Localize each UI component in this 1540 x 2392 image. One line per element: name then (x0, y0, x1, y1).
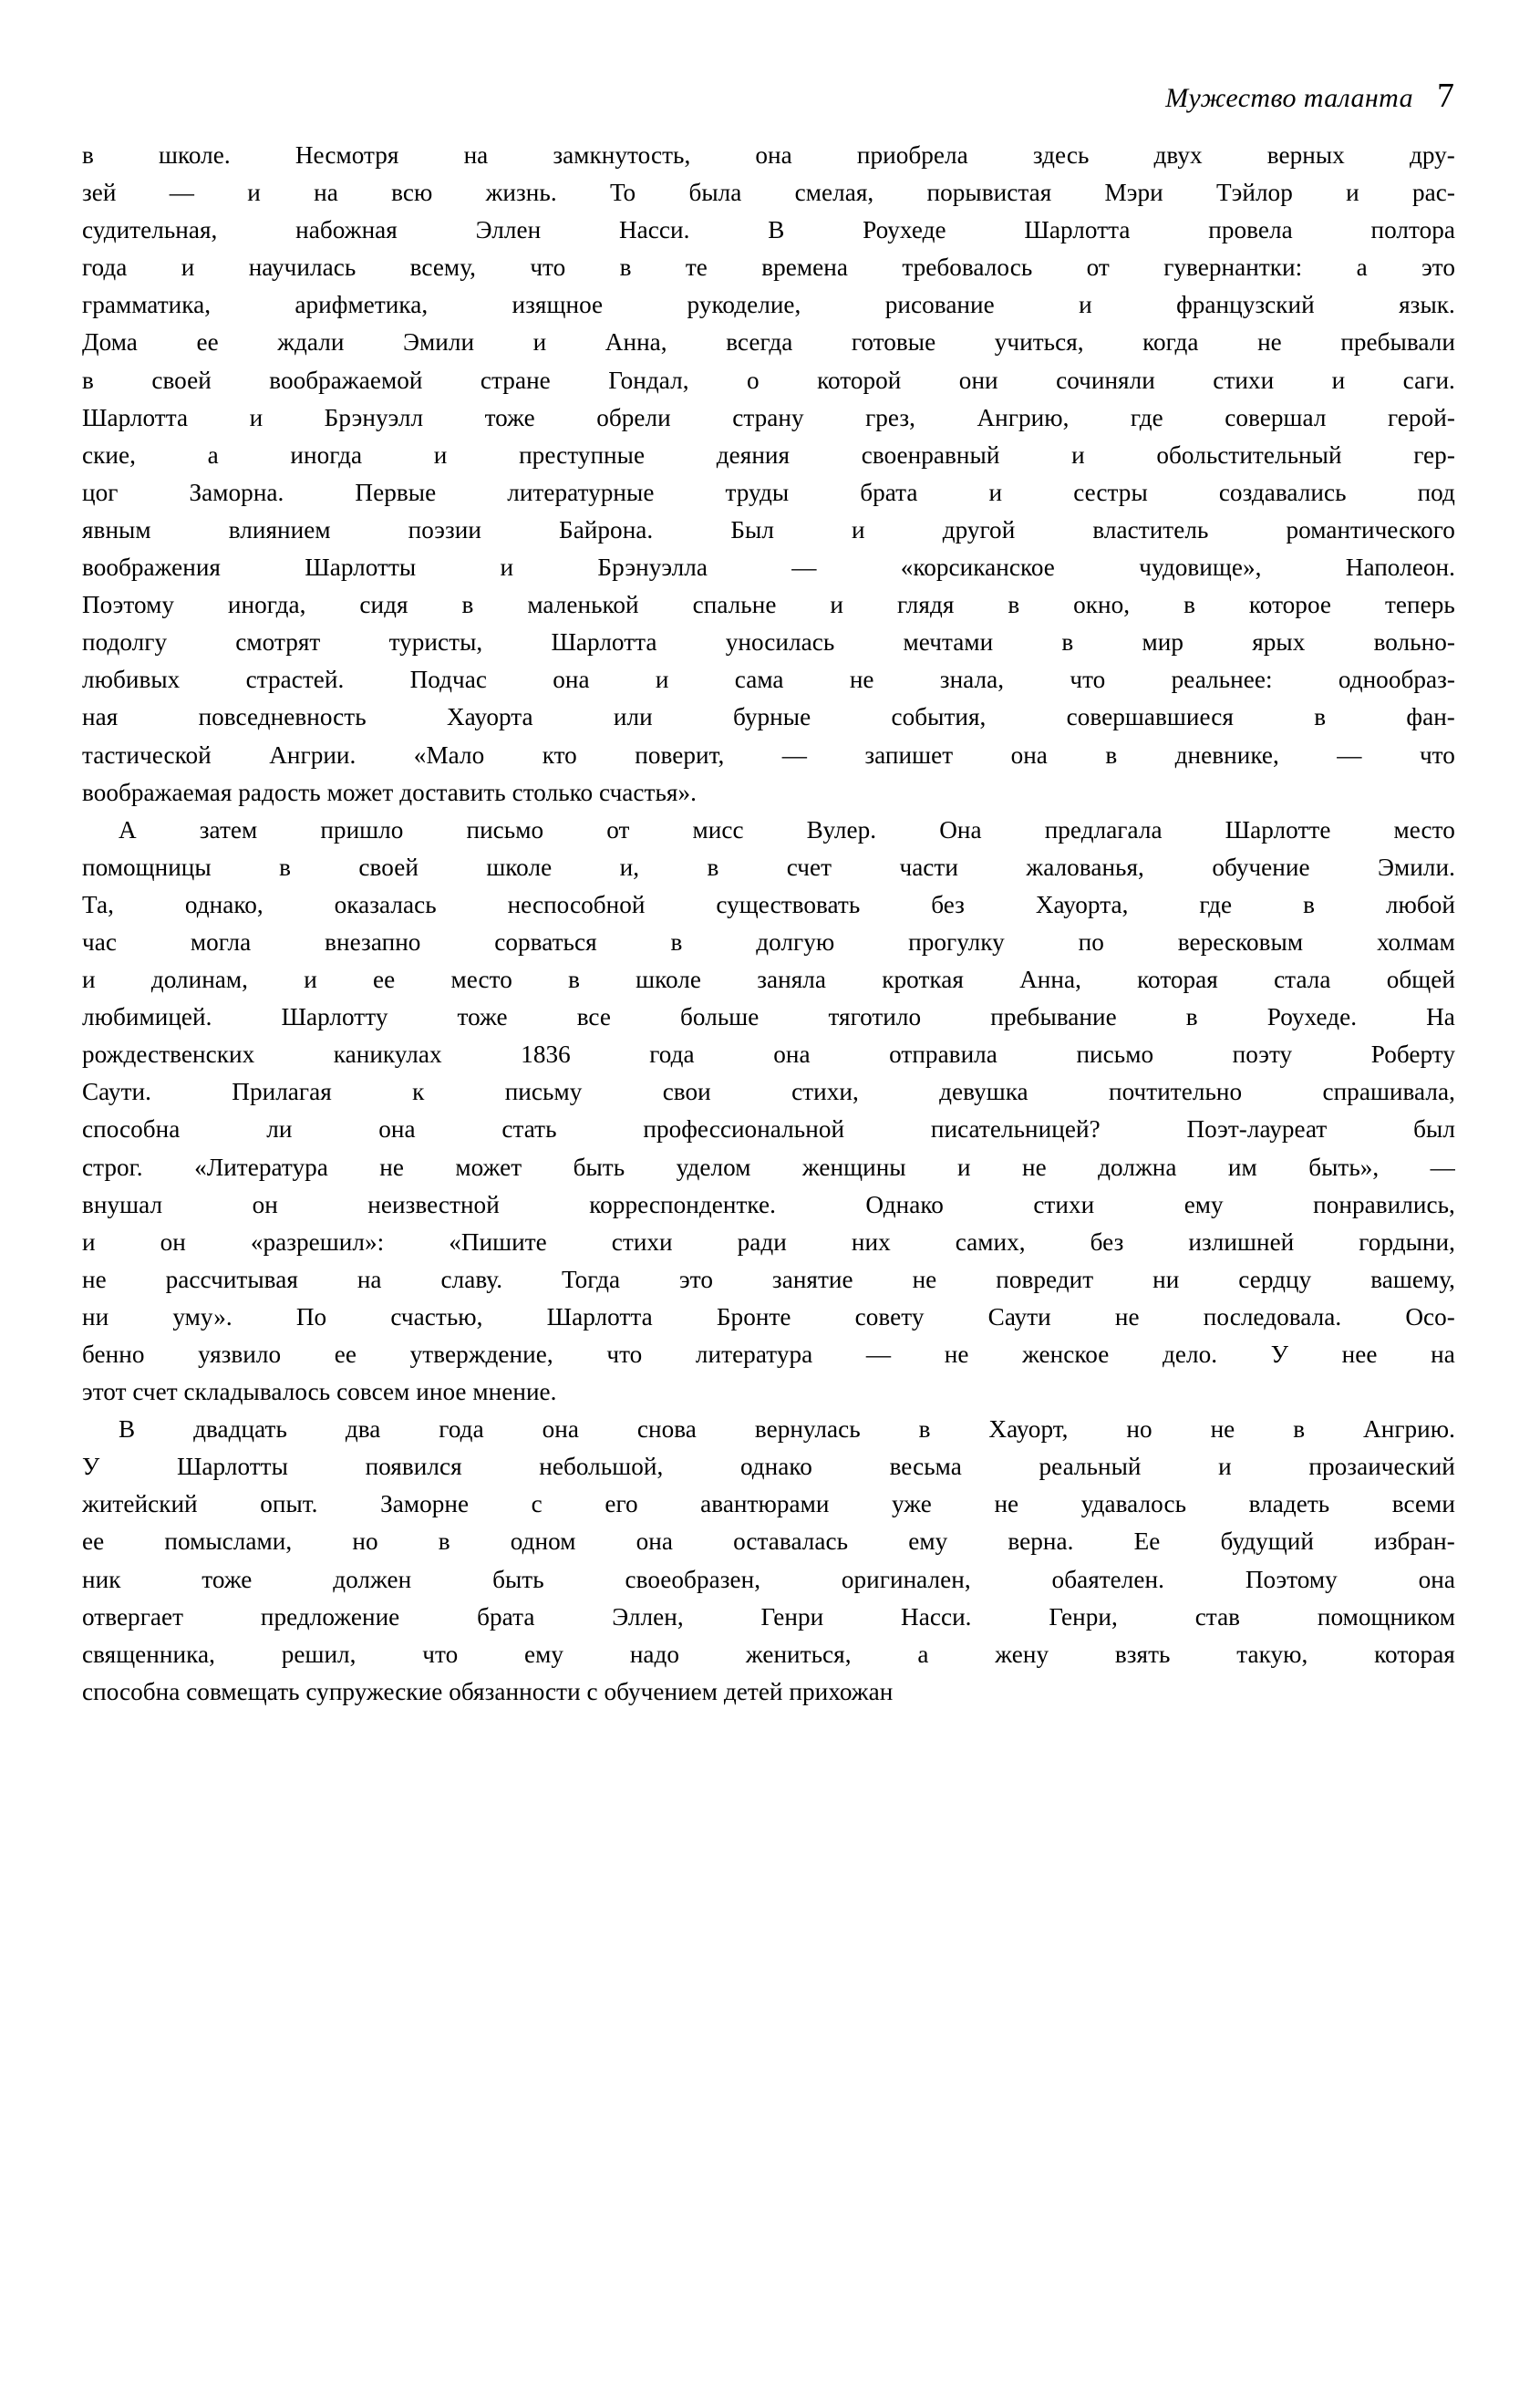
text-line: Саути. Прилагая к письму свои стихи, девушка почтительно спрашивала, (82, 1078, 1455, 1106)
text-line: ее помыслами, но в одном она оставалась ему верна. Ее будущий избран- (82, 1527, 1455, 1556)
text-line: любимицей. Шарлотту тоже все больше тяготило пребывание в Роухеде. На (82, 1003, 1455, 1031)
body-text-block (82, 137, 1455, 1711)
text-line: способна ли она стать профессиональной писательницей? Поэт-лауреат был (82, 1115, 1455, 1144)
text-line: явным влиянием поэзии Байрона. Был и другой властитель романтического (82, 515, 1455, 544)
text-line: Та, однако, оказалась неспособной существовать без Хауорта, где в любой (82, 890, 1455, 918)
text-line: любивых страстей. Подчас она и сама не знала, что реальнее: однообраз- (82, 666, 1455, 694)
running-head (82, 78, 1454, 133)
text-line: житейский опыт. Заморне с его авантюрами уже не удавалось владеть всеми (82, 1490, 1455, 1518)
text-line: и он «разрешил»: «Пишите стихи ради них самих, без излишней гордыни, (82, 1227, 1455, 1256)
text-line: цог Заморна. Первые литературные труды брата и сестры создавались под (82, 478, 1455, 506)
text-line: тастической Ангрии. «Мало кто поверит, — запишет она в дневнике, — что (82, 740, 1455, 769)
paragraph (82, 137, 1455, 812)
text-line: не рассчитывая на славу. Тогда это занятие не повредит ни сердцу вашему, (82, 1265, 1455, 1293)
text-line: судительная, набожная Эллен Насси. В Роухеде Шарлотта провела полтора (82, 216, 1455, 244)
text-line: и долинам, и ее место в школе заняла кроткая Анна, которая стала общей (82, 966, 1455, 994)
text-line: ни уму». По счастью, Шарлотта Бронте совету Саути не последовала. Осо- (82, 1302, 1455, 1331)
text-line: внушал он неизвестной корреспондентке. Однако стихи ему понравились, (82, 1190, 1455, 1218)
text-line: воображения Шарлотты и Брэнуэлла — «корсиканское чудовище», Наполеон. (82, 554, 1455, 582)
text-line: час могла внезапно сорваться в долгую прогулку по вересковым холмам (82, 927, 1455, 956)
text-line: способна совмещать супружеские обязанности с обучением детей прихожан (82, 1677, 894, 1705)
text-line: ские, а иногда и преступные деяния своенравный и обольстительный гер- (82, 440, 1455, 469)
text-line: рождественских каникулах 1836 года она отправила письмо поэту Роберту (82, 1041, 1455, 1069)
running-head-title: Мужество таланта (1165, 83, 1413, 113)
text-line: в своей воображаемой стране Гондал, о которой они сочиняли стихи и саги. (82, 366, 1455, 394)
text-line: года и научилась всему, что в те времена требовалось от гувернантки: а это (82, 254, 1455, 282)
text-line: подолгу смотрят туристы, Шарлотта уносилась мечтами в мир ярых вольно- (82, 628, 1455, 657)
text-line: этот счет складывалось совсем иное мнение. (82, 1378, 557, 1406)
text-line: строг. «Литература не может быть уделом женщины и не должна им быть», — (82, 1153, 1455, 1181)
text-line: Шарлотта и Брэнуэлл тоже обрели страну грез, Ангрию, где совершал герой- (82, 403, 1455, 431)
text-line: бенно уязвило ее утверждение, что литература — не женское дело. У нее на (82, 1341, 1455, 1368)
text-line: ник тоже должен быть своеобразен, оригинален, обаятелен. Поэтому она (82, 1565, 1455, 1593)
text-line: отвергает предложение брата Эллен, Генри Насси. Генри, став помощником (82, 1602, 1455, 1631)
paragraph (82, 1411, 1455, 1711)
text-line: В двадцать два года она снова вернулась в Хауорт, но не в Ангрию. (119, 1415, 1455, 1444)
text-line: ная повседневность Хауорта или бурные события, совершавшиеся в фан- (82, 703, 1455, 731)
text-line: Поэтому иногда, сидя в маленькой спальне и глядя в окно, в которое теперь (82, 591, 1455, 619)
text-line: священника, решил, что ему надо жениться, а жену взять такую, которая (82, 1640, 1455, 1668)
text-line: зей — и на всю жизнь. То была смелая, порывистая Мэри Тэйлор и рас- (82, 179, 1455, 207)
text-line: грамматика, арифметика, изящное рукоделие, рисование и французский язык. (82, 291, 1455, 319)
text-line: воображаемая радость может доставить столько счастья». (82, 778, 697, 806)
page-number: 7 (1437, 77, 1454, 115)
paragraph (82, 812, 1455, 1412)
text-line: А затем пришло письмо от мисс Вулер. Она предлагала Шарлотте место (119, 815, 1455, 844)
text-line: Дома ее ждали Эмили и Анна, всегда готовые учиться, когда не пребывали (82, 328, 1455, 357)
text-line: У Шарлотты появился небольшой, однако весьма реальный и прозаический (82, 1453, 1455, 1481)
text-line: в школе. Несмотря на замкнутость, она приобрела здесь двух верных дру- (82, 141, 1455, 169)
text-line: помощницы в своей школе и, в счет части жалованья, обучение Эмили. (82, 853, 1455, 881)
